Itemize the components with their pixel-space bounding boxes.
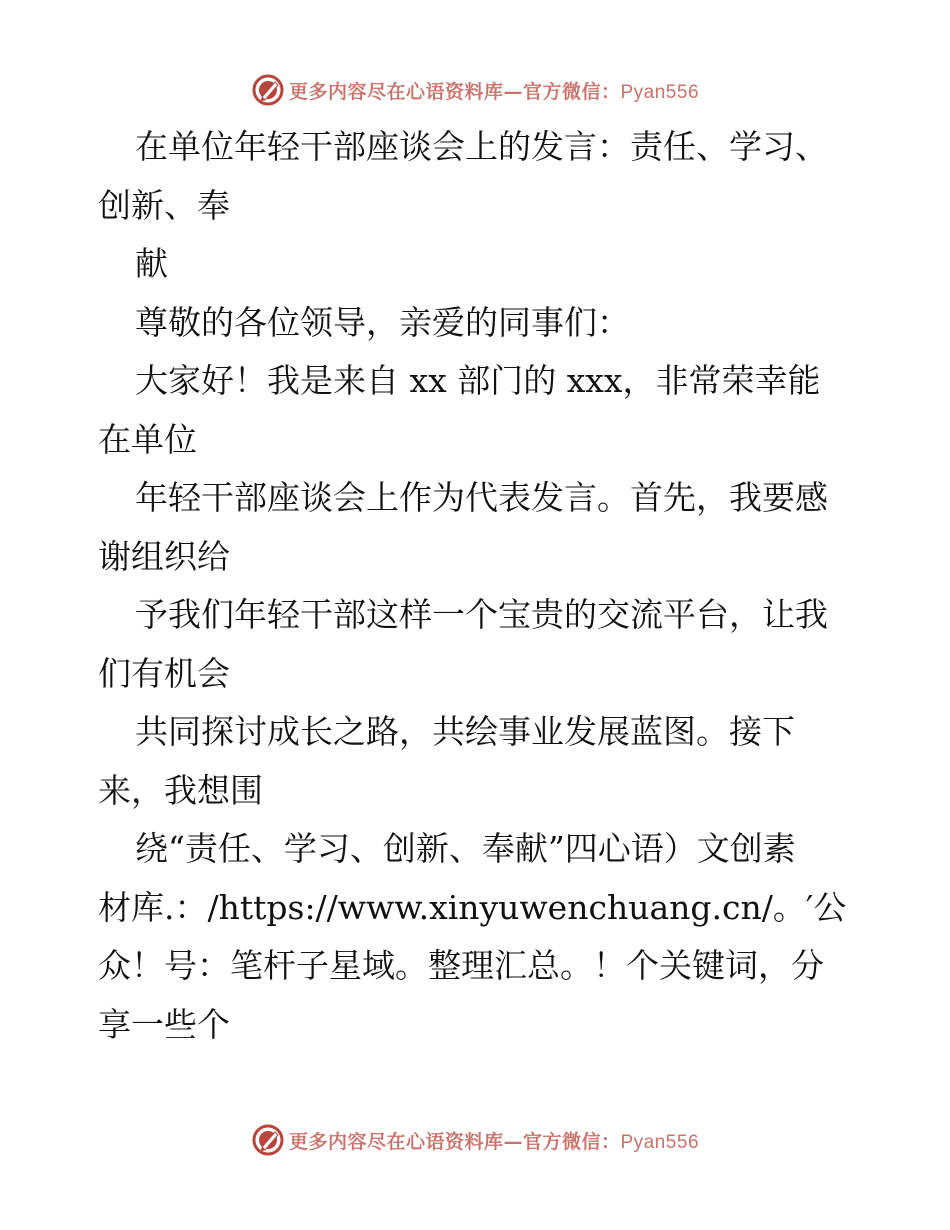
banner-wechat-id: Pyan556 [620,1131,700,1153]
text-line: 创新、奉 [98,185,230,225]
text-line: 享一些个 [98,1004,230,1044]
text-line: 绕“责任、学习、创新、奉献”四心语）文创素 [135,829,796,868]
text-line: 谢组织给 [98,536,230,576]
document-body [98,118,858,1054]
banner-text [289,1127,699,1154]
pen-seal-icon [251,1123,285,1157]
text-line: 大家好！我是来自 xx 部门的 xxx，非常荣幸能 [135,361,821,400]
text-line: 在单位年轻干部座谈会上的发言：责任、学习、 [135,127,828,166]
footer-banner [0,1120,950,1160]
text-line: 献 [135,244,168,283]
pen-seal-icon [251,73,285,107]
header-banner [0,70,950,110]
text-line: 在单位 [98,419,197,459]
text-line: 来，我想围 [98,770,263,810]
text-line: 年轻干部座谈会上作为代表发言。首先，我要感 [135,478,828,517]
banner-label: 更多内容尽在心语资料库—官方微信： [288,1130,621,1153]
banner-text [289,77,699,104]
banner-label: 更多内容尽在心语资料库—官方微信： [288,80,621,103]
text-line: 予我们年轻干部这样一个宝贵的交流平台，让我 [135,595,828,634]
text-line: 共同探讨成长之路，共绘事业发展蓝图。接下 [135,712,795,751]
text-line: 们有机会 [98,653,230,693]
text-line: 材库.：/https://www.xinyuwenchuang.cn/。′公 [98,887,847,927]
text-line: 尊敬的各位领导，亲爱的同事们： [135,302,630,342]
banner-wechat-id: Pyan556 [620,81,700,103]
text-line: 众！号：笔杆子星域。整理汇总。！个关键词，分 [98,946,824,985]
